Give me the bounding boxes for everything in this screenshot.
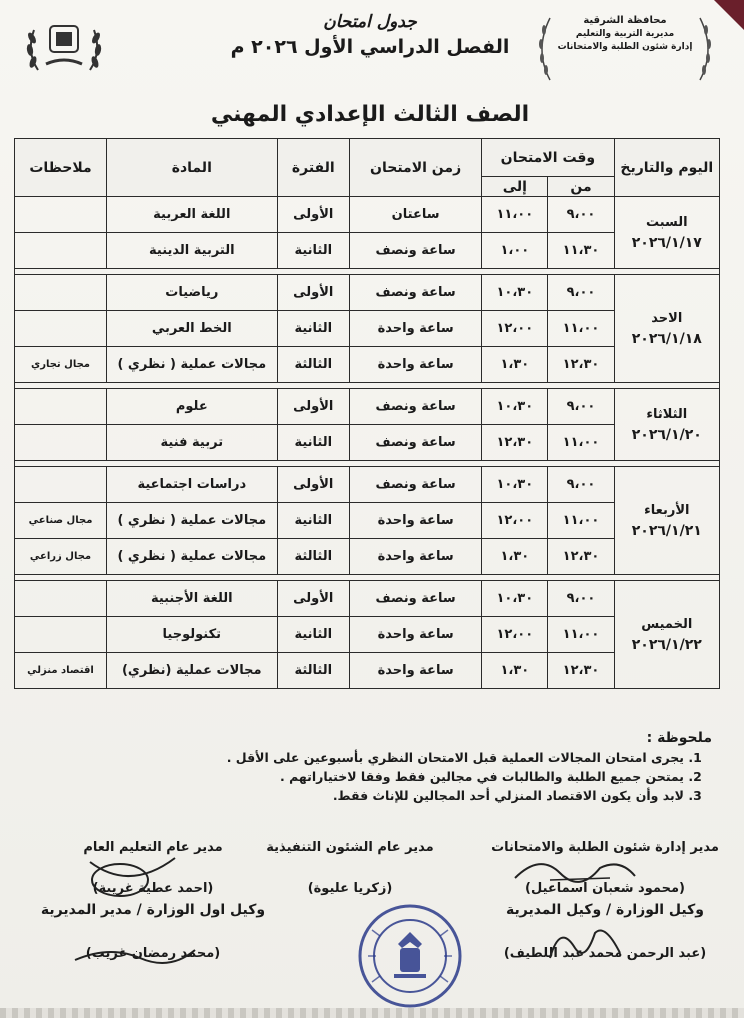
table-row [15,425,720,461]
exam-schedule-table [14,138,720,689]
subject-name: التربية الدينية [107,233,278,269]
row-note [15,275,107,311]
exam-date: ٢٠٢٦/١/١٨ [631,330,702,347]
header-exam-time: وقت الامتحان [482,139,614,177]
table-row [15,311,720,347]
note-item: 1. يجرى امتحان المجالات العملية قبل الامتحان النظري بأسبوعين على الأقل . [40,748,684,767]
note-item: 2. يمتحن جميع الطلبة والطالبات في مجالين فقط وفقا لاختياراتهم . [40,767,684,786]
table-row [15,539,720,575]
subject-name: مجالات عملية ( نظري ) [107,539,278,575]
schedule-body [15,197,720,689]
header-notes: ملاحظات [15,139,107,197]
time-to: ١،٣٠ [482,347,548,383]
row-note: مجال تجاري [15,347,107,383]
signature-role: وكيل اول الوزارة / مدير المديرية [40,902,266,918]
time-to: ١٠،٣٠ [482,389,548,425]
subject-name: مجالات عملية ( نظري ) [107,347,278,383]
table-row [15,389,720,425]
row-note: مجال صناعي [15,503,107,539]
subject-name: رياضيات [107,275,278,311]
exam-period: الثانية [277,503,349,539]
exam-duration: ساعة واحدة [349,617,481,653]
page-bottom-edge [0,1008,744,1018]
time-from: ٩،٠٠ [548,389,614,425]
subject-name: اللغة العربية [107,197,278,233]
exam-period: الثالثة [277,653,349,689]
notes-section [40,730,712,805]
row-note [15,233,107,269]
table-row [15,347,720,383]
subject-name: مجالات عملية (نظري) [107,653,278,689]
day-name: الاحد [651,310,683,326]
header-to: إلى [482,177,548,197]
subject-name: مجالات عملية ( نظري ) [107,503,278,539]
time-to: ١٢،٠٠ [482,617,548,653]
time-to: ١١،٠٠ [482,197,548,233]
row-note [15,581,107,617]
time-to: ١٢،٠٠ [482,503,548,539]
ministry-logo [18,12,110,82]
exam-duration: ساعة واحدة [349,653,481,689]
header-subject: المادة [107,139,278,197]
subject-name: تربية فنية [107,425,278,461]
signature-role: مدير إدارة شئون الطلبة والامتحانات [491,840,719,855]
day-name: الثلاثاء [646,406,688,422]
time-to: ١٠،٣٠ [482,275,548,311]
handwritten-signature [80,852,180,902]
exam-duration: ساعة واحدة [349,347,481,383]
title-block [180,12,560,58]
table-row [15,581,720,617]
table-row [15,617,720,653]
row-note [15,311,107,347]
table-row [15,275,720,311]
exam-period: الأولى [277,197,349,233]
exam-period: الأولى [277,581,349,617]
handwritten-signature [540,918,630,968]
exam-period: الثانية [277,617,349,653]
subject-name: تكنولوجيا [107,617,278,653]
header-from: من [548,177,614,197]
exam-duration: ساعة واحدة [349,539,481,575]
exam-period: الثانية [277,425,349,461]
time-to: ١٠،٣٠ [482,467,548,503]
exam-duration: ساعة ونصف [349,467,481,503]
org-department: إدارة شئون الطلبة والامتحانات [557,42,693,52]
time-from: ١١،٠٠ [548,425,614,461]
time-from: ٩،٠٠ [548,581,614,617]
exam-duration: ساعة ونصف [349,275,481,311]
subject-name: علوم [107,389,278,425]
exam-period: الثانية [277,311,349,347]
table-row [15,503,720,539]
day-name: السبت [645,214,688,230]
day-date-cell [614,389,719,461]
exam-date: ٢٠٢٦/١/١٧ [631,234,702,251]
day-date-cell [614,275,719,383]
exam-period: الأولى [277,389,349,425]
table-row [15,467,720,503]
time-from: ٩،٠٠ [548,197,614,233]
signature-name: (احمد عطية غريبة) [92,881,214,896]
row-note: اقتصاد منزلي [15,653,107,689]
exam-duration: ساعة واحدة [349,311,481,347]
subject-name: دراسات اجتماعية [107,467,278,503]
time-to: ١٢،٠٠ [482,311,548,347]
exam-duration: ساعة واحدة [349,503,481,539]
exam-duration: ساعة ونصف [349,581,481,617]
exam-period: الثالثة [277,347,349,383]
table-row [15,197,720,233]
signature-role: مدير عام التعليم العام [83,840,223,855]
note-item: 3. لابد وأن يكون الاقتصاد المنزلي أحد المجالين للإناث فقط. [40,786,684,805]
time-from: ١١،٠٠ [548,503,614,539]
day-name: الأربعاء [644,502,690,518]
signature-role: مدير عام الشئون التنفيذية [266,840,434,855]
exam-date: ٢٠٢٦/١/٢٠ [631,426,702,443]
org-governorate: محافظة الشرقية [583,15,667,26]
exam-duration: ساعتان [349,197,481,233]
time-to: ١٠،٣٠ [482,581,548,617]
exam-period: الثانية [277,233,349,269]
day-date-cell [614,197,719,269]
subject-name: اللغة الأجنبية [107,581,278,617]
exam-period: الأولى [277,467,349,503]
exam-period: الثالثة [277,539,349,575]
grade-title: الصف الثالث الإعدادي المهني [210,102,530,127]
header-duration: زمن الامتحان [349,139,481,197]
semester-title: الفصل الدراسي الأول ٢٠٢٦ م [230,36,510,58]
exam-date: ٢٠٢٦/١/٢١ [631,522,702,539]
time-to: ١،٣٠ [482,653,548,689]
row-note [15,617,107,653]
handwritten-signature [70,940,200,970]
exam-duration: ساعة ونصف [349,425,481,461]
row-note [15,467,107,503]
signature-name: (محمد رمضان غريب) [85,946,221,961]
table-row [15,233,720,269]
time-to: ١،٣٠ [482,539,548,575]
exam-date: ٢٠٢٦/١/٢٢ [631,636,702,653]
day-date-cell [614,467,719,575]
time-from: ١١،٣٠ [548,233,614,269]
row-note [15,197,107,233]
signature-name: (محمود شعبان اسماعيل) [525,881,685,896]
table-row [15,653,720,689]
exam-duration: ساعة ونصف [349,389,481,425]
subject-name: الخط العربي [107,311,278,347]
row-note: مجال زراعي [15,539,107,575]
signature-name: (عبد الرحمن محمد عبد اللطيف) [503,946,707,961]
signature-role: وكيل الوزارة / وكيل المديرية [506,902,704,918]
day-date-cell [614,581,719,689]
time-from: ١٢،٣٠ [548,653,614,689]
notes-list [40,748,684,805]
exam-period: الأولى [277,275,349,311]
time-to: ١،٠٠ [482,233,548,269]
time-from: ١٢،٣٠ [548,539,614,575]
handwritten-signature [510,848,640,888]
signature-name: (زكريا عليوة) [307,881,393,896]
time-from: ١١،٠٠ [548,311,614,347]
exam-duration: ساعة ونصف [349,233,481,269]
time-from: ٩،٠٠ [548,467,614,503]
row-note [15,389,107,425]
header-period: الفترة [277,139,349,197]
org-directorate: مديرية التربية والتعليم [575,29,675,39]
doc-title: جدول امتحان [323,12,417,32]
row-note [15,425,107,461]
time-from: ٩،٠٠ [548,275,614,311]
header-day: اليوم والتاريخ [614,139,719,197]
time-to: ١٢،٣٠ [482,425,548,461]
official-stamp [350,900,470,1010]
time-from: ١١،٠٠ [548,617,614,653]
notes-heading: ملحوظة : [646,730,712,746]
time-from: ١٢،٣٠ [548,347,614,383]
day-name: الخميس [641,616,693,632]
